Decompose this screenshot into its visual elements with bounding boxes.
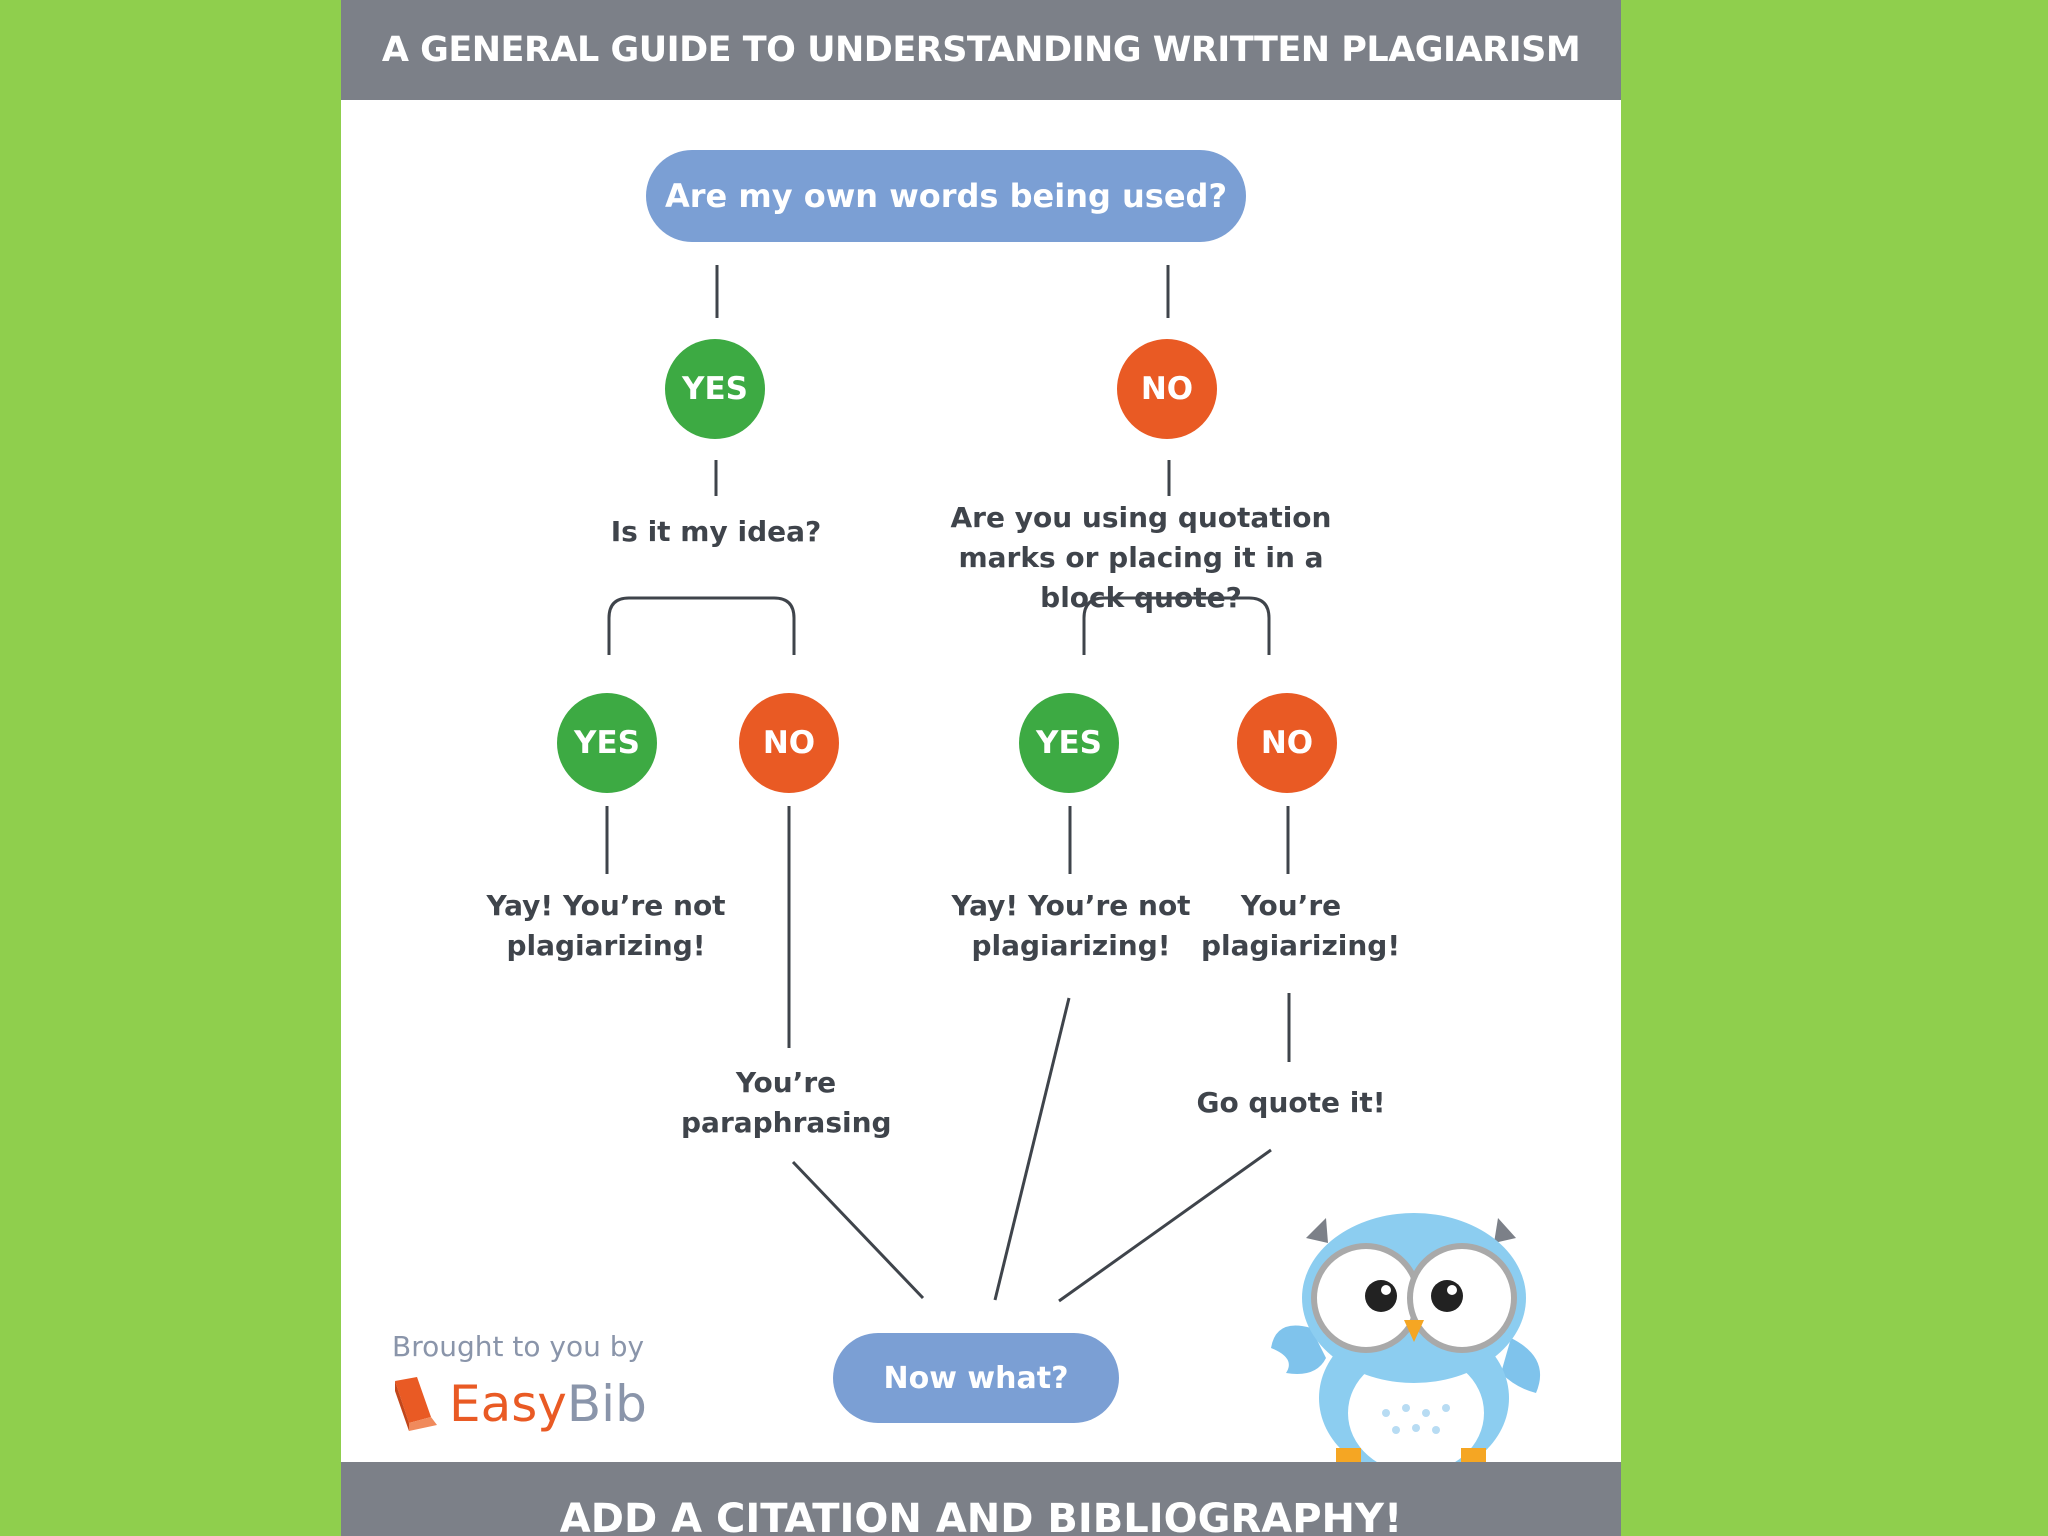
logo-text-bib: Bib bbox=[566, 1375, 647, 1433]
footer-banner-text: ADD A CITATION AND BIBLIOGRAPHY! bbox=[559, 1496, 1403, 1536]
brought-to-you-by: Brought to you by bbox=[392, 1330, 645, 1363]
no-circle-own-words bbox=[1117, 339, 1217, 439]
no-label: NO bbox=[1140, 371, 1194, 407]
question-my-idea: Is it my idea? bbox=[610, 515, 822, 548]
page-title: A GENERAL GUIDE TO UNDERSTANDING WRITTEN PLAGIARISM bbox=[381, 30, 1581, 70]
start-question-text: Are my own words being used? bbox=[664, 177, 1228, 215]
action-go-quote-it: Go quote it! bbox=[1196, 1086, 1386, 1119]
start-question-pill bbox=[646, 150, 1246, 242]
yes-label: YES bbox=[574, 725, 640, 761]
infographic-card bbox=[341, 0, 1621, 1536]
bracket-idea bbox=[609, 598, 794, 655]
logo-text bbox=[449, 1375, 647, 1433]
question-quotation-marks: Are you using quotation marks or placing it in a block quote? bbox=[950, 501, 1332, 614]
no-label: NO bbox=[1260, 725, 1314, 761]
no-circle-my-idea bbox=[739, 693, 839, 793]
yes-circle-my-idea bbox=[557, 693, 657, 793]
logo-text-easy: Easy bbox=[449, 1375, 567, 1433]
yes-circle-quotation bbox=[1019, 693, 1119, 793]
end-question-pill bbox=[833, 1333, 1119, 1423]
connector-not-plagiarizing-to-now-what bbox=[995, 998, 1069, 1300]
yes-label: YES bbox=[1036, 725, 1102, 761]
no-label: NO bbox=[762, 725, 816, 761]
result-not-plagiarizing-idea: Yay! You’re not plagiarizing! bbox=[486, 889, 726, 962]
connector-paraphrasing-to-now-what bbox=[793, 1162, 923, 1298]
result-not-plagiarizing-quote: Yay! You’re not plagiarizing! bbox=[951, 889, 1191, 962]
footer-banner bbox=[341, 1462, 1621, 1536]
no-circle-quotation bbox=[1237, 693, 1337, 793]
result-paraphrasing: You’re paraphrasing bbox=[681, 1066, 892, 1139]
yes-label: YES bbox=[682, 371, 748, 407]
end-question-text: Now what? bbox=[883, 1360, 1069, 1396]
yes-circle-own-words bbox=[665, 339, 765, 439]
connector-go-quote-to-now-what bbox=[1059, 1150, 1271, 1301]
easybib-logo bbox=[391, 1372, 647, 1436]
result-plagiarizing: You’re plagiarizing! bbox=[1201, 889, 1401, 962]
owl-mascot-icon bbox=[1266, 1208, 1556, 1488]
book-icon bbox=[391, 1377, 443, 1431]
